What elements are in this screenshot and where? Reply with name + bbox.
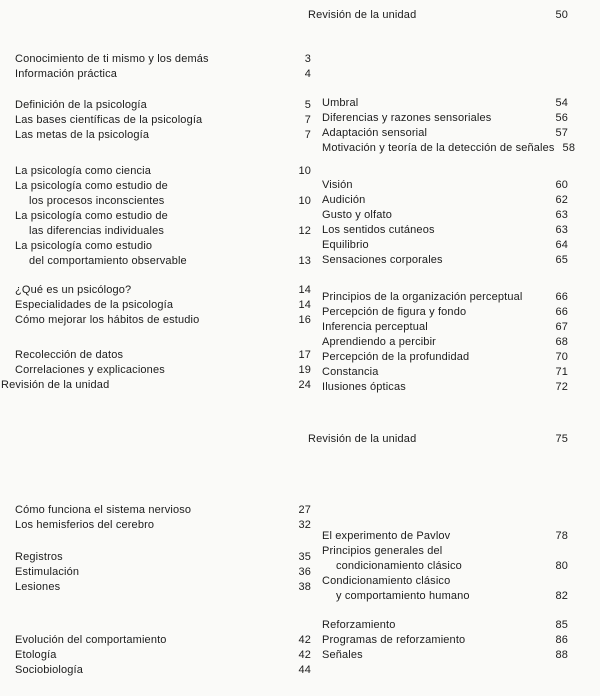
toc-entry-page: 36 <box>298 566 311 578</box>
toc-entry-page: 88 <box>555 649 568 661</box>
toc-entry-line <box>15 518 311 533</box>
toc-entry-page: 4 <box>304 68 311 80</box>
toc-entry <box>15 363 311 378</box>
toc-entry <box>322 529 568 544</box>
toc-group <box>1 348 311 393</box>
toc-column-right <box>308 0 576 696</box>
toc-entry-line <box>15 663 311 678</box>
toc-entry-title: Las metas de la psicología <box>15 129 150 141</box>
toc-entry-line <box>322 633 568 648</box>
toc-entry <box>15 179 311 209</box>
toc-entry-page: 50 <box>555 9 568 21</box>
toc-entry <box>322 111 568 126</box>
toc-entry-title: Principios de la organización perceptual <box>322 291 523 303</box>
toc-entry-title: Revisión de la unidad <box>1 379 110 391</box>
toc-entry <box>322 178 568 193</box>
toc-entry <box>322 238 568 253</box>
toc-entry-title: Condicionamiento clásico <box>322 575 451 587</box>
toc-entry-title: ¿Qué es un psicólogo? <box>15 284 132 296</box>
toc-entry <box>15 648 311 663</box>
toc-entry-line <box>322 335 568 350</box>
toc-entry-subtitle: los procesos inconscientes <box>29 195 165 207</box>
toc-entry-title: Equilibrio <box>322 239 369 251</box>
toc-entry-line <box>15 580 311 595</box>
toc-entry-page: 63 <box>555 209 568 221</box>
toc-entry-line <box>322 178 568 193</box>
toc-entry-page: 67 <box>555 321 568 333</box>
toc-entry-line <box>15 283 311 298</box>
toc-entry <box>322 648 568 663</box>
toc-entry-title: Inferencia perceptual <box>322 321 428 333</box>
toc-entry-title: Cómo mejorar los hábitos de estudio <box>15 314 200 326</box>
toc-group <box>15 503 311 533</box>
toc-entry-line <box>322 529 568 544</box>
toc-entry <box>308 8 568 23</box>
toc-entry-title: Principios generales del <box>322 545 443 557</box>
toc-entry <box>322 253 568 268</box>
toc-entry-title: Adaptación sensorial <box>322 127 428 139</box>
toc-entry-title: Aprendiendo a percibir <box>322 336 436 348</box>
toc-entry-line <box>15 164 311 179</box>
toc-entry-line <box>15 363 311 378</box>
toc-entry <box>15 663 311 678</box>
toc-entry-page: 56 <box>555 112 568 124</box>
toc-entry <box>15 348 311 363</box>
toc-entry <box>15 633 311 648</box>
toc-entry <box>15 239 311 269</box>
toc-entry-page: 24 <box>298 379 311 391</box>
toc-entry-line <box>322 544 568 559</box>
toc-entry <box>1 378 311 393</box>
toc-entry-line <box>15 313 311 328</box>
toc-entry <box>15 52 311 67</box>
toc-entry <box>15 67 311 82</box>
toc-entry <box>15 128 311 143</box>
toc-entry <box>15 298 311 313</box>
toc-entry <box>15 313 311 328</box>
toc-entry-title: Revisión de la unidad <box>308 433 417 445</box>
toc-entry <box>322 544 568 574</box>
toc-entry-line <box>322 111 568 126</box>
toc-entry-page: 60 <box>555 179 568 191</box>
toc-entry-page: 65 <box>555 254 568 266</box>
toc-entry-page: 3 <box>304 53 311 65</box>
toc-entry-page: 75 <box>555 433 568 445</box>
toc-entry <box>15 98 311 113</box>
toc-entry <box>322 380 568 395</box>
toc-entry-line <box>322 574 568 589</box>
toc-group <box>322 618 568 663</box>
toc-group <box>308 432 568 447</box>
toc-entry <box>322 141 576 156</box>
toc-entry-line <box>1 378 311 393</box>
toc-entry-title: Las bases científicas de la psicología <box>15 114 203 126</box>
toc-entry-page: 66 <box>555 291 568 303</box>
toc-entry-title: Diferencias y razones sensoriales <box>322 112 492 124</box>
toc-entry-title: Recolección de datos <box>15 349 124 361</box>
toc-entry-page: 57 <box>555 127 568 139</box>
toc-entry-title: Correlaciones y explicaciones <box>15 364 165 376</box>
toc-entry <box>322 126 568 141</box>
toc-entry <box>322 208 568 223</box>
toc-entry-title: Lesiones <box>15 581 61 593</box>
toc-entry-line <box>308 432 568 447</box>
toc-entry <box>322 193 568 208</box>
toc-entry-page: 72 <box>555 381 568 393</box>
toc-entry <box>322 320 568 335</box>
toc-entry-title: Los hemisferios del cerebro <box>15 519 155 531</box>
toc-column-left <box>1 0 311 696</box>
toc-entry <box>15 113 311 128</box>
toc-entry-page: 5 <box>304 99 311 111</box>
toc-entry-line <box>322 208 568 223</box>
toc-entry-page: 85 <box>555 619 568 631</box>
toc-entry-line <box>322 380 568 395</box>
toc-entry <box>322 96 568 111</box>
toc-entry <box>322 335 568 350</box>
toc-entry-page: 19 <box>298 364 311 376</box>
toc-entry-line <box>322 589 568 604</box>
toc-entry-page: 14 <box>298 299 311 311</box>
toc-entry-line <box>15 298 311 313</box>
toc-entry-page: 27 <box>298 504 311 516</box>
toc-entry-page: 7 <box>304 129 311 141</box>
toc-entry-title: Información práctica <box>15 68 118 80</box>
toc-entry-title: La psicología como estudio de <box>15 180 168 192</box>
toc-entry-line <box>322 648 568 663</box>
toc-entry-line <box>322 350 568 365</box>
toc-entry-subtitle: las diferencias individuales <box>29 225 165 237</box>
toc-entry-title: Constancia <box>322 366 379 378</box>
toc-entry-line <box>15 194 311 209</box>
toc-entry <box>308 432 568 447</box>
toc-entry-line <box>15 113 311 128</box>
toc-entry-line <box>15 67 311 82</box>
toc-entry-page: 58 <box>562 142 576 154</box>
toc-entry-title: Motivación y teoría de la detección de señales <box>322 142 555 154</box>
toc-entry-page: 63 <box>555 224 568 236</box>
toc-entry-page: 64 <box>555 239 568 251</box>
toc-entry-line <box>322 238 568 253</box>
toc-entry-title: La psicología como estudio <box>15 240 153 252</box>
toc-entry-page: 32 <box>298 519 311 531</box>
toc-entry <box>15 503 311 518</box>
toc-entry-page: 86 <box>555 634 568 646</box>
toc-entry-line <box>15 254 311 269</box>
toc-entry-title: Señales <box>322 649 363 661</box>
toc-entry-page: 66 <box>555 306 568 318</box>
toc-entry <box>322 350 568 365</box>
toc-entry-page: 35 <box>298 551 311 563</box>
toc-entry-title: Evolución del comportamiento <box>15 634 167 646</box>
toc-entry-title: Gusto y olfato <box>322 209 392 221</box>
toc-entry-title: Percepción de la profundidad <box>322 351 470 363</box>
toc-entry-title: Etología <box>15 649 57 661</box>
toc-entry-page: 12 <box>298 225 311 237</box>
toc-entry-title: Audición <box>322 194 366 206</box>
toc-entry-line <box>15 550 311 565</box>
toc-entry-title: Percepción de figura y fondo <box>322 306 467 318</box>
toc-entry-line <box>15 648 311 663</box>
toc-entry <box>15 518 311 533</box>
toc-entry-page: 82 <box>555 590 568 602</box>
toc-entry-line <box>322 193 568 208</box>
toc-entry-line <box>15 128 311 143</box>
toc-entry-line <box>322 141 576 156</box>
toc-entry-title: Cómo funciona el sistema nervioso <box>15 504 192 516</box>
toc-entry-line <box>15 348 311 363</box>
toc-entry-line <box>308 8 568 23</box>
toc-entry-title: Definición de la psicología <box>15 99 147 111</box>
toc-entry-line <box>15 52 311 67</box>
toc-entry-line <box>322 126 568 141</box>
toc-entry-title: Umbral <box>322 97 359 109</box>
toc-entry-page: 38 <box>298 581 311 593</box>
toc-entry <box>15 283 311 298</box>
toc-group <box>322 290 568 395</box>
toc-entry <box>322 223 568 238</box>
toc-entry-line <box>15 633 311 648</box>
toc-entry-title: La psicología como estudio de <box>15 210 168 222</box>
toc-entry-line <box>322 96 568 111</box>
toc-entry-page: 71 <box>555 366 568 378</box>
toc-entry-subtitle: y comportamiento humano <box>336 590 470 602</box>
toc-group <box>15 98 311 143</box>
toc-entry-page: 62 <box>555 194 568 206</box>
toc-group <box>15 633 311 678</box>
toc-group <box>308 8 568 23</box>
toc-entry <box>322 305 568 320</box>
toc-group <box>322 96 576 156</box>
toc-entry-page: 70 <box>555 351 568 363</box>
toc-entry-page: 7 <box>304 114 311 126</box>
toc-entry-title: La psicología como ciencia <box>15 165 151 177</box>
toc-entry-page: 16 <box>298 314 311 326</box>
toc-entry-title: El experimento de Pavlov <box>322 530 451 542</box>
toc-entry-line <box>322 365 568 380</box>
toc-entry-line <box>15 179 311 194</box>
toc-entry-line <box>15 209 311 224</box>
toc-entry-page: 17 <box>298 349 311 361</box>
toc-entry-line <box>15 503 311 518</box>
toc-entry <box>322 290 568 305</box>
toc-entry-page: 42 <box>298 649 311 661</box>
toc-entry-line <box>15 98 311 113</box>
toc-entry-line <box>322 320 568 335</box>
toc-entry-subtitle: condicionamiento clásico <box>336 560 462 572</box>
toc-entry-title: Revisión de la unidad <box>308 9 417 21</box>
toc-entry-line <box>322 290 568 305</box>
toc-entry-title: Estimulación <box>15 566 80 578</box>
toc-group <box>15 550 311 595</box>
toc-group <box>322 178 568 268</box>
toc-entry-page: 10 <box>298 165 311 177</box>
toc-entry-title: Especialidades de la psicología <box>15 299 174 311</box>
toc-entry <box>15 209 311 239</box>
toc-entry-line <box>322 559 568 574</box>
toc-entry-title: Sensaciones corporales <box>322 254 443 266</box>
toc-entry-page: 10 <box>298 195 311 207</box>
toc-entry-line <box>322 618 568 633</box>
toc-entry <box>15 164 311 179</box>
toc-entry-line <box>322 223 568 238</box>
toc-entry-page: 78 <box>555 530 568 542</box>
toc-entry-line <box>15 565 311 580</box>
toc-entry-page: 42 <box>298 634 311 646</box>
toc-entry <box>322 633 568 648</box>
toc-entry-page: 13 <box>298 255 311 267</box>
toc-entry <box>322 618 568 633</box>
toc-group <box>322 529 568 604</box>
toc-entry-line <box>15 224 311 239</box>
toc-entry <box>322 365 568 380</box>
toc-entry-line <box>322 305 568 320</box>
toc-entry-title: Conocimiento de ti mismo y los demás <box>15 53 209 65</box>
toc-entry-title: Sociobiología <box>15 664 83 676</box>
toc-group <box>15 164 311 269</box>
toc-entry-title: Programas de reforzamiento <box>322 634 466 646</box>
toc-entry-title: Registros <box>15 551 63 563</box>
toc-entry-subtitle: del comportamiento observable <box>29 255 187 267</box>
toc-group <box>15 283 311 328</box>
toc-entry-title: Los sentidos cutáneos <box>322 224 435 236</box>
toc-entry-title: Visión <box>322 179 353 191</box>
toc-entry <box>15 565 311 580</box>
toc-entry-title: Ilusiones ópticas <box>322 381 406 393</box>
toc-entry-page: 44 <box>298 664 311 676</box>
toc-entry-page: 14 <box>298 284 311 296</box>
toc-entry-page: 80 <box>555 560 568 572</box>
toc-entry <box>15 550 311 565</box>
toc-entry-line <box>15 239 311 254</box>
toc-entry-line <box>322 253 568 268</box>
toc-entry-page: 68 <box>555 336 568 348</box>
toc-entry-title: Reforzamiento <box>322 619 396 631</box>
toc-entry <box>322 574 568 604</box>
toc-group <box>15 52 311 82</box>
toc-entry <box>15 580 311 595</box>
toc-entry-page: 54 <box>555 97 568 109</box>
